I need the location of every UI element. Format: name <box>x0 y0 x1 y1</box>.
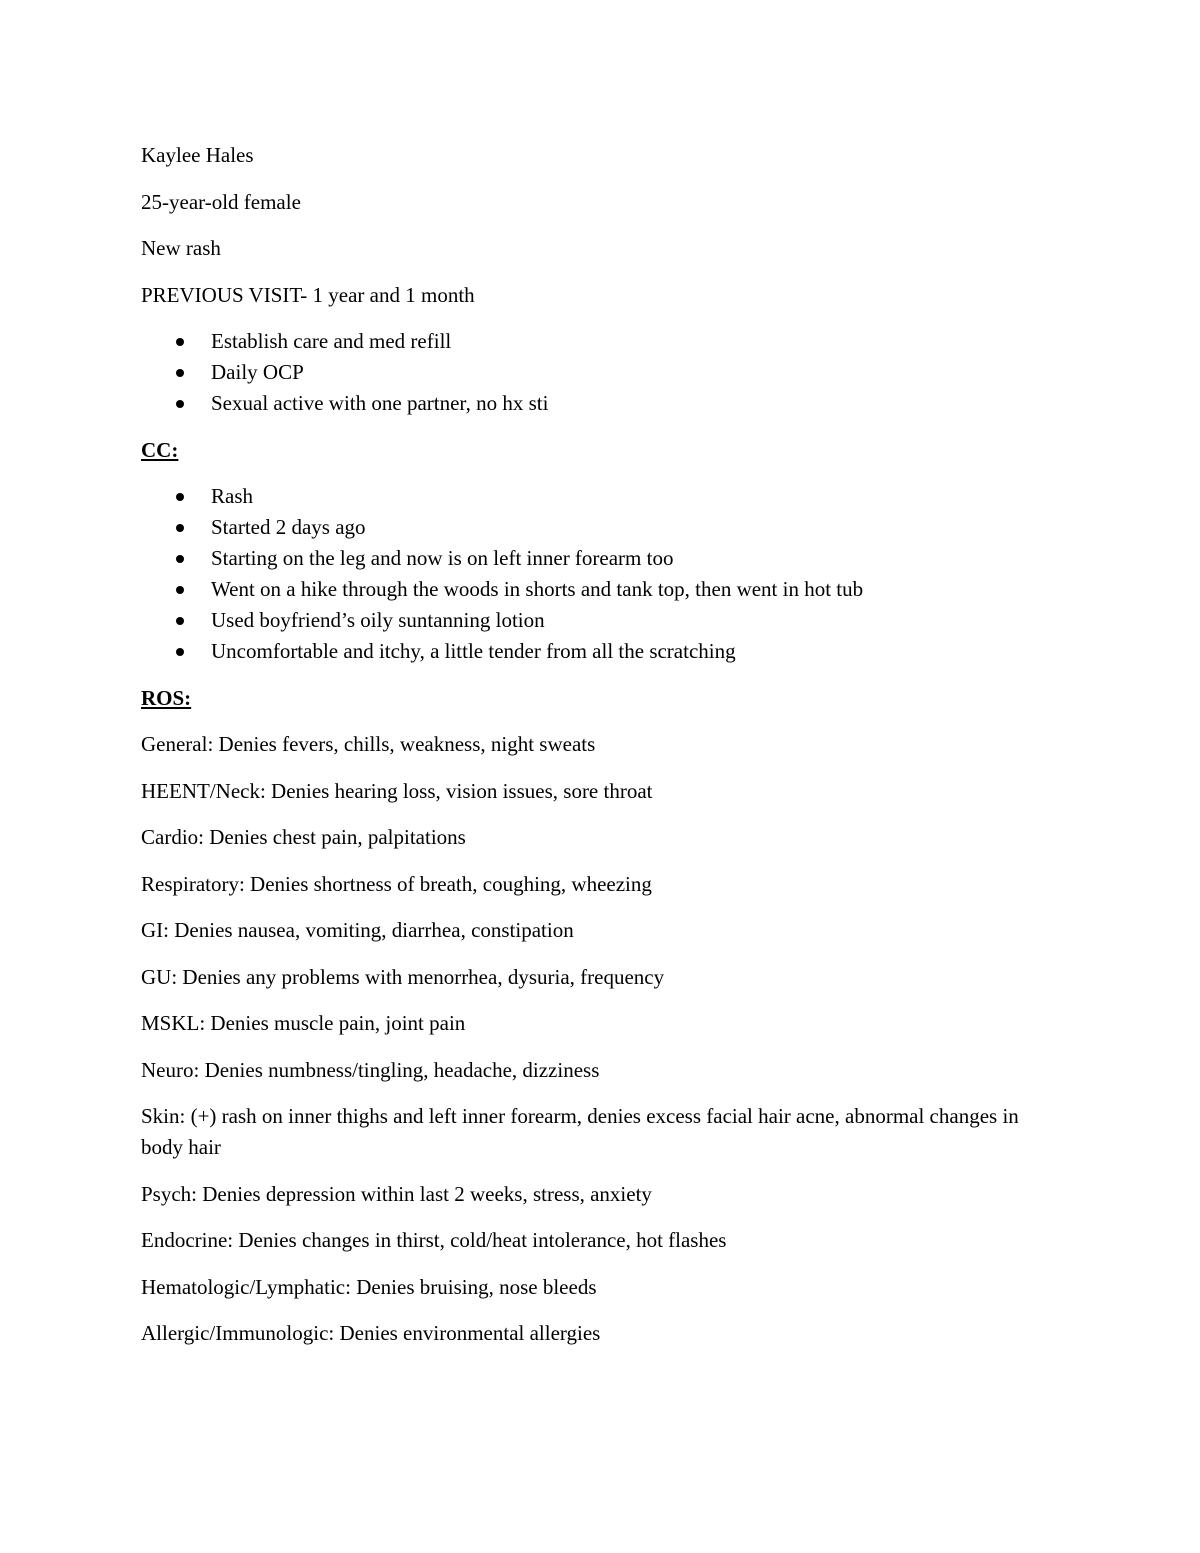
list-item <box>141 388 1041 419</box>
ros-general: General: Denies fevers, chills, weakness, night sweats <box>141 732 596 756</box>
bullet-icon <box>176 648 184 656</box>
bullet-icon <box>176 369 184 377</box>
bullet-icon <box>176 338 184 346</box>
list-item-text: Went on a hike through the woods in shorts and tank top, then went in hot tub <box>211 577 864 601</box>
ros-heent: HEENT/Neck: Denies hearing loss, vision issues, sore throat <box>141 778 653 803</box>
bullet-icon <box>176 555 184 563</box>
ros-cardio: Cardio: Denies chest pain, palpitations <box>141 825 466 849</box>
ros-respiratory: Respiratory: Denies shortness of breath, coughing, wheezing <box>141 871 652 896</box>
bullet-icon <box>176 493 184 501</box>
list-item-text: Started 2 days ago <box>211 515 366 539</box>
bullet-icon <box>176 524 184 532</box>
visit-reason: New rash <box>141 236 221 260</box>
list-item-text: Used boyfriend’s oily suntanning lotion <box>211 608 545 632</box>
previous-visit-title: PREVIOUS VISIT- 1 year and 1 month <box>141 282 475 307</box>
ros-allergic: Allergic/Immunologic: Denies environmental allergies <box>141 1321 601 1345</box>
list-item <box>141 574 1041 605</box>
list-item-text: Sexual active with one partner, no hx sti <box>211 391 549 415</box>
ros-endocrine: Endocrine: Denies changes in thirst, cold/heat intolerance, hot flashes <box>141 1228 727 1252</box>
ros-hematologic: Hematologic/Lymphatic: Denies bruising, nose bleeds <box>141 1274 597 1299</box>
ros-gu: GU: Denies any problems with menorrhea, dysuria, frequency <box>141 964 665 989</box>
document-page <box>141 140 1041 1365</box>
bullet-icon <box>176 400 184 408</box>
bullet-icon <box>176 586 184 594</box>
list-item <box>141 357 1041 388</box>
list-item <box>141 543 1041 574</box>
ros-heading: ROS: <box>141 685 192 710</box>
cc-heading: CC: <box>141 437 179 462</box>
list-item-text: Establish care and med refill <box>211 329 452 353</box>
list-item-text: Uncomfortable and itchy, a little tender from all the scratching <box>211 639 736 663</box>
bullet-icon <box>176 617 184 625</box>
list-item-text: Rash <box>211 484 253 508</box>
list-item-text: Daily OCP <box>211 360 304 384</box>
previous-visit-list <box>141 326 1041 419</box>
list-item <box>141 605 1041 636</box>
list-item <box>141 512 1041 543</box>
list-item <box>141 636 1041 667</box>
ros-gi: GI: Denies nausea, vomiting, diarrhea, constipation <box>141 918 574 942</box>
list-item <box>141 326 1041 357</box>
list-item-text: Starting on the leg and now is on left inner forearm too <box>211 546 674 570</box>
cc-list <box>141 481 1041 667</box>
list-item <box>141 481 1041 512</box>
ros-skin: Skin: (+) rash on inner thighs and left inner forearm, denies excess facial hair acne, abnormal changes in body hair <box>141 1104 1019 1159</box>
ros-psych: Psych: Denies depression within last 2 weeks, stress, anxiety <box>141 1181 652 1206</box>
ros-mskl: MSKL: Denies muscle pain, joint pain <box>141 1011 466 1035</box>
ros-neuro: Neuro: Denies numbness/tingling, headache, dizziness <box>141 1057 600 1082</box>
patient-demographic: 25-year-old female <box>141 189 301 214</box>
patient-name: Kaylee Hales <box>141 143 254 167</box>
